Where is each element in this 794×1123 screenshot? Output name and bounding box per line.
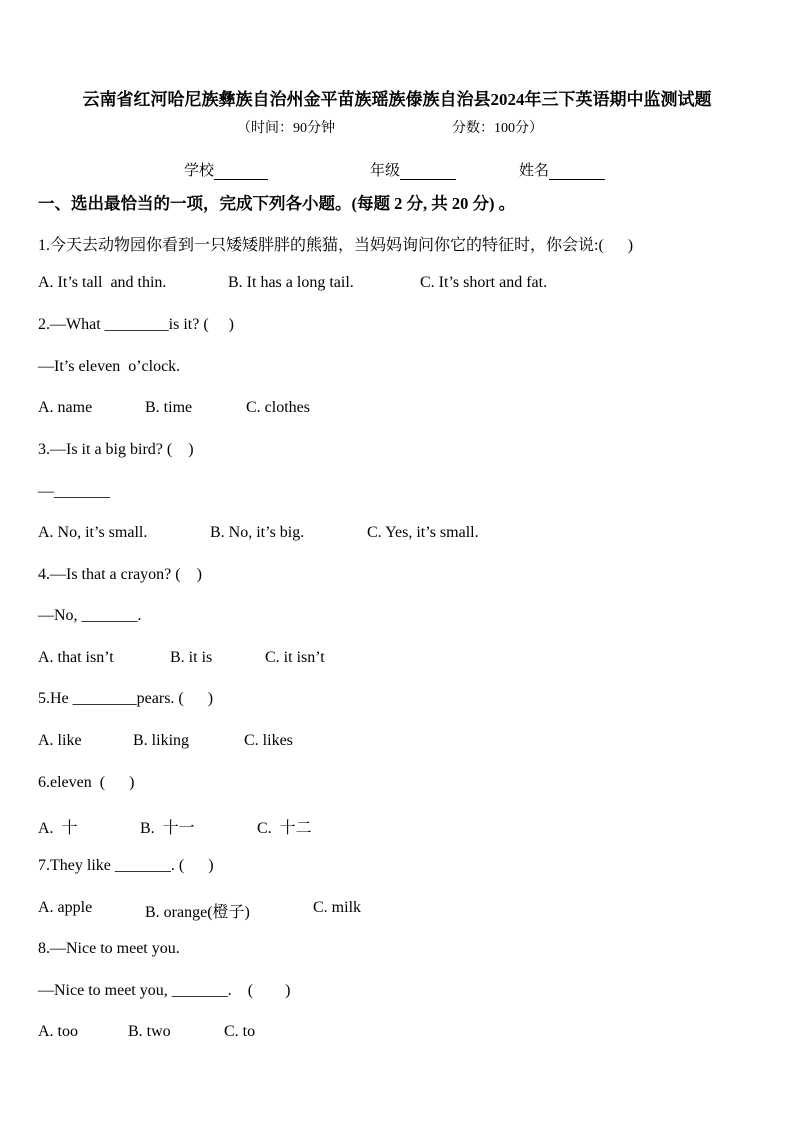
- question-3-option-c[interactable]: C. Yes, it’s small.: [367, 524, 479, 541]
- question-4-answer-line: —No, _______.: [38, 607, 142, 624]
- question-8-option-b[interactable]: B. two: [128, 1023, 171, 1040]
- school-blank[interactable]: [214, 163, 268, 180]
- question-2-option-a[interactable]: A. name: [38, 399, 93, 416]
- grade-label: 年级: [370, 163, 401, 179]
- name-field: [519, 159, 605, 180]
- question-4-option-a[interactable]: A. that isn’t: [38, 649, 114, 666]
- grade-blank[interactable]: [400, 163, 456, 180]
- question-1-option-b[interactable]: B. It has a long tail.: [228, 274, 354, 291]
- question-6-option-b[interactable]: B. 十一: [140, 820, 195, 837]
- question-6-option-a[interactable]: A. 十: [38, 820, 78, 837]
- question-8-option-a[interactable]: A. too: [38, 1023, 78, 1040]
- question-1-stem: 1.今天去动物园你看到一只矮矮胖胖的熊猫，当妈妈询问你它的特征时，你会说:( ): [38, 237, 634, 254]
- question-2-answer-line: —It’s eleven o’clock.: [38, 358, 181, 375]
- question-2-option-c[interactable]: C. clothes: [246, 399, 310, 416]
- question-3-answer-line: —_______: [38, 483, 110, 500]
- question-5-stem: 5.He ________pears. ( ): [38, 690, 214, 707]
- question-7-option-b[interactable]: B. orange(橙子): [145, 904, 250, 921]
- question-7-option-c[interactable]: C. milk: [313, 899, 362, 916]
- name-blank[interactable]: [549, 163, 605, 180]
- section-heading: 一、选出最恰当的一项，完成下列各小题。(每题 2 分, 共 20 分) 。: [38, 194, 516, 213]
- name-label: 姓名: [519, 163, 550, 179]
- question-5-option-a[interactable]: A. like: [38, 732, 82, 749]
- question-4-stem: 4.—Is that a crayon? ( ): [38, 566, 202, 583]
- question-8-answer-line: —Nice to meet you, _______. ( ): [38, 982, 291, 999]
- exam-score: 分数：100分）: [452, 121, 543, 136]
- question-3-option-a[interactable]: A. No, it’s small.: [38, 524, 148, 541]
- exam-time: （时间：90分钟: [237, 121, 335, 136]
- question-1-option-a[interactable]: A. It’s tall and thin.: [38, 274, 167, 291]
- question-7-option-a[interactable]: A. apple: [38, 899, 93, 916]
- question-3-stem: 3.—Is it a big bird? ( ): [38, 441, 194, 458]
- grade-field: [370, 159, 456, 180]
- question-1-option-c[interactable]: C. It’s short and fat.: [420, 274, 548, 291]
- question-6-option-c[interactable]: C. 十二: [257, 820, 312, 837]
- question-3-option-b[interactable]: B. No, it’s big.: [210, 524, 305, 541]
- question-4-option-c[interactable]: C. it isn’t: [265, 649, 325, 666]
- question-6-stem: 6.eleven ( ): [38, 774, 135, 791]
- question-2-stem: 2.—What ________is it? ( ): [38, 316, 234, 333]
- question-8-stem: 8.—Nice to meet you.: [38, 940, 180, 957]
- question-2-option-b[interactable]: B. time: [145, 399, 193, 416]
- school-label: 学校: [184, 163, 215, 179]
- question-8-option-c[interactable]: C. to: [224, 1023, 256, 1040]
- school-field: [184, 159, 268, 180]
- exam-title: 云南省红河哈尼族彝族自治州金平苗族瑶族傣族自治县2024年三下英语期中监测试题: [82, 90, 712, 109]
- question-5-option-c[interactable]: C. likes: [244, 732, 293, 749]
- question-5-option-b[interactable]: B. liking: [133, 732, 190, 749]
- question-7-stem: 7.They like _______. ( ): [38, 857, 214, 874]
- question-4-option-b[interactable]: B. it is: [170, 649, 213, 666]
